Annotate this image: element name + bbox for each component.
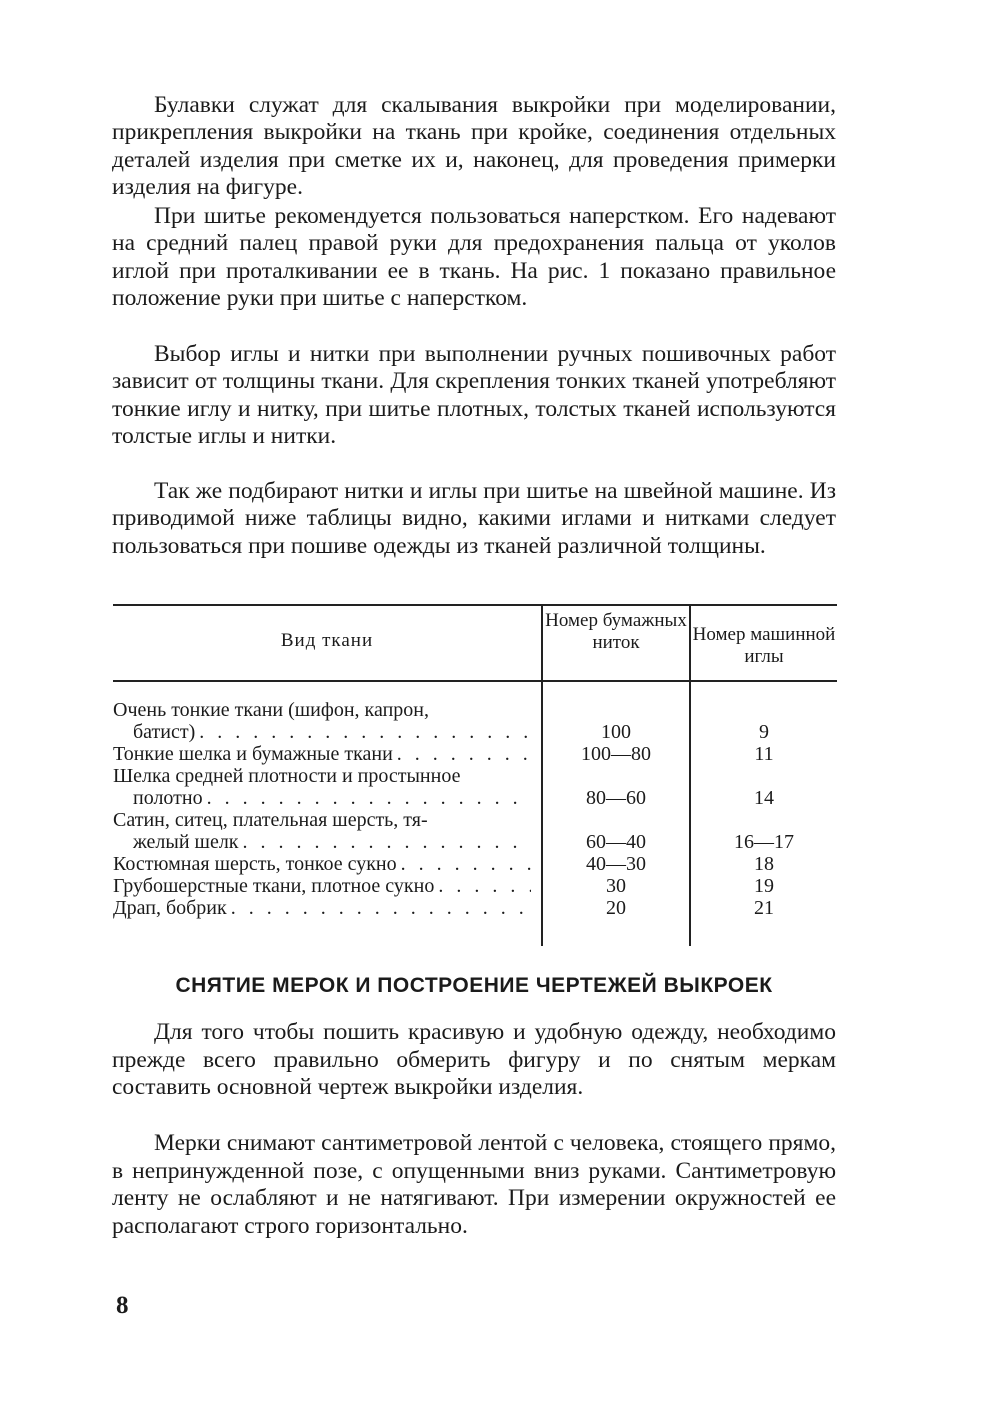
thread-number-cell: 80—60 [586,787,646,809]
paragraph-thimble: При шитье рекомендуется пользоваться наперстком. Его надевают на средний палец правой руки для предохранения пальца от уколов иглой при проталкивании ее в ткань. На рис. 1 показано правильное положение руки при шитье с наперстком. [112,203,836,312]
dot-leader [227,897,531,919]
table-row [113,875,837,897]
needle-number-cell: 11 [754,743,774,765]
fabric-line [113,875,531,897]
needle-thread-table [113,604,837,946]
fabric-line [113,897,531,919]
needle-number-cell: 19 [754,875,774,897]
fabric-text: Очень тонкие ткани (шифон, капрон, [113,699,429,721]
fabric-line [113,743,531,765]
fabric-line [113,787,531,809]
fabric-line [113,831,531,853]
thread-number-cell: 100—80 [581,743,651,765]
table-row [113,897,837,919]
thread-number-cell: 30 [606,875,626,897]
fabric-line [113,699,531,721]
header-fabric-type: Вид ткани [280,630,374,651]
dot-leader [393,743,531,765]
needle-number-cell: 18 [754,853,774,875]
page-number: 8 [116,1292,129,1319]
fabric-text: Сатин, ситец, плательная шерсть, тя- [113,809,428,831]
fabric-text: полотно [133,787,203,809]
fabric-text: Шелка средней плотности и простынное [113,765,461,787]
table-row [113,699,837,743]
thread-number-cell: 20 [606,897,626,919]
fabric-cell [113,809,531,853]
fabric-cell [113,875,531,897]
fabric-line [113,809,531,831]
needle-number-cell: 14 [754,787,774,809]
needle-number-cell: 16—17 [734,831,794,853]
table-row [113,809,837,853]
table-row [113,743,837,765]
table-row [113,853,837,875]
fabric-cell [113,699,531,743]
dot-leader [397,853,531,875]
thread-number-cell: 40—30 [586,853,646,875]
section-heading: СНЯТИЕ МЕРОК И ПОСТРОЕНИЕ ЧЕРТЕЖЕЙ ВЫКРОЕК [175,974,773,997]
fabric-line [113,765,531,787]
table-body [113,699,837,919]
dot-leader [195,721,531,743]
needle-number-cell: 21 [754,897,774,919]
dot-leader [239,831,531,853]
header-thread-number: Номер бумажных ниток [545,610,687,653]
paragraph-machine: Так же подбирают нитки и иглы при шитье на швейной машине. Из приводимой ниже таблицы видно, какими иглами и нитками следует пользоваться при пошиве одежды из тканей различной толщины. [112,478,836,559]
dot-leader [434,875,531,897]
fabric-cell [113,743,531,765]
fabric-line [113,721,531,743]
fabric-line [113,853,531,875]
dot-leader [203,787,531,809]
paragraph-needle-choice: Выбор иглы и нитки при выполнении ручных пошивочных работ зависит от толщины ткани. Для скрепления тонких тканей употребляют тонкие иглу и нитку, при шитье плотных, толстых тканей используются толстые иглы и нитки. [112,341,836,450]
fabric-text: Драп, бобрик [113,897,227,919]
table-row [113,765,837,809]
needle-number-cell: 9 [759,721,769,743]
paragraph-measurements: Для того чтобы пошить красивую и удобную одежду, необходимо прежде всего правильно обмерить фигуру и по снятым меркам составить основной чертеж выкройки изделия. [112,1019,836,1100]
paragraph-tape-measure: Мерки снимают сантиметровой лентой с человека, стоящего прямо, в непринужденной позе, с опущенными вниз руками. Сантиметровую ленту не ослабляют и не натягивают. При измерении окружностей ее располагают строго горизонтально. [112,1130,836,1239]
paragraph-pins: Булавки служат для скалывания выкройки при моделировании, прикрепления выкройки на ткань при кройке, соединения отдельных деталей изделия при сметке их и, наконец, для проведения примерки изделия на фигуре. [112,92,836,201]
fabric-text: Костюмная шерсть, тонкое сукно [113,853,397,875]
fabric-cell [113,765,531,809]
fabric-text: Грубошерстные ткани, плотное сукно [113,875,435,897]
header-needle-number: Номер машинной иглы [692,624,836,667]
table-top-rule [113,604,837,606]
thread-number-cell: 100 [601,721,631,743]
fabric-text: Тонкие шелка и бумажные ткани [113,743,393,765]
fabric-cell [113,853,531,875]
fabric-text: желый шелк [133,831,239,853]
thread-number-cell: 60—40 [586,831,646,853]
fabric-cell [113,897,531,919]
fabric-text: батист) [133,721,196,743]
table-header-rule [113,680,837,682]
